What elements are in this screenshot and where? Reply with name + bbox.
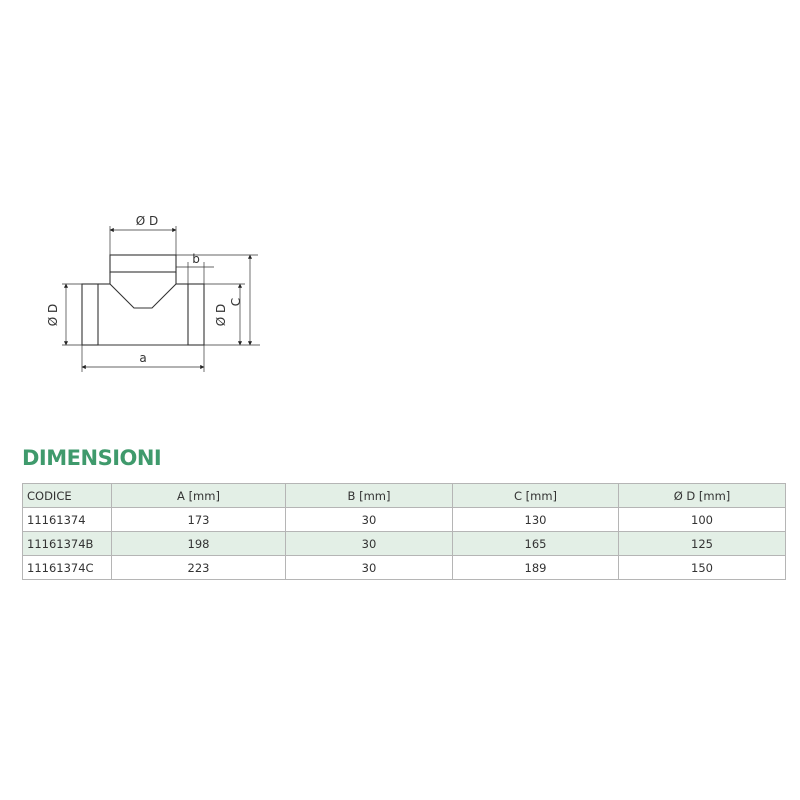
cell-b: 30	[286, 556, 453, 580]
cell-a: 173	[112, 508, 286, 532]
header-a: A [mm]	[112, 484, 286, 508]
cell-diameter: 100	[619, 508, 786, 532]
header-c: C [mm]	[453, 484, 619, 508]
table-row	[23, 532, 786, 556]
cell-diameter: 150	[619, 556, 786, 580]
label-top-diameter: Ø D	[135, 214, 159, 228]
left-socket	[82, 284, 98, 345]
cell-c: 165	[453, 532, 619, 556]
header-diameter: Ø D [mm]	[619, 484, 786, 508]
cell-codice: 11161374	[23, 508, 112, 532]
label-c: C	[229, 297, 243, 307]
cell-c: 130	[453, 508, 619, 532]
tee-body	[82, 255, 204, 345]
cell-b: 30	[286, 508, 453, 532]
cell-a: 223	[112, 556, 286, 580]
dimension-labels	[46, 214, 243, 365]
top-socket	[110, 255, 176, 272]
label-a: a	[139, 351, 147, 365]
header-codice: CODICE	[23, 484, 112, 508]
cell-a: 198	[112, 532, 286, 556]
label-b: b	[192, 252, 200, 266]
right-socket	[188, 284, 204, 345]
label-right-diameter: Ø D	[214, 303, 228, 327]
header-b: B [mm]	[286, 484, 453, 508]
cell-diameter: 125	[619, 532, 786, 556]
table-row	[23, 508, 786, 532]
cell-codice: 11161374C	[23, 556, 112, 580]
section-title: DIMENSIONI	[22, 446, 162, 470]
cell-c: 189	[453, 556, 619, 580]
table-header-row	[23, 484, 786, 508]
cell-b: 30	[286, 532, 453, 556]
label-left-diameter: Ø D	[46, 303, 60, 327]
dimensions-table	[22, 483, 786, 580]
cell-codice: 11161374B	[23, 532, 112, 556]
table-row	[23, 556, 786, 580]
